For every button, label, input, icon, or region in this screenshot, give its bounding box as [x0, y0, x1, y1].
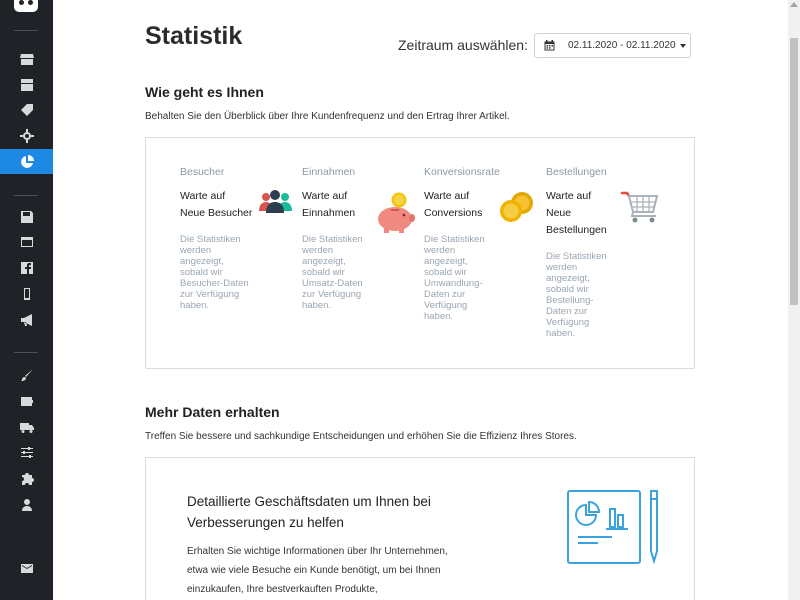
store-icon [20, 52, 34, 66]
sidebar-item-store[interactable] [0, 46, 53, 71]
stat-description: Die Statistiken werden angezeigt, sobald wir Umwandlung- Daten zur Verfügung haben. [424, 234, 485, 322]
stat-status: Warte auf Neue Bestellungen [546, 190, 607, 236]
sidebar-item-window[interactable] [0, 229, 53, 254]
date-range-select[interactable] [534, 33, 691, 58]
stat-status: Warte auf Conversions [424, 190, 483, 219]
sidebar-item-account[interactable] [0, 492, 53, 517]
sidebar-item-marketing[interactable] [0, 307, 53, 332]
user-icon [20, 498, 34, 512]
more-data-card [145, 457, 695, 600]
sidebar-item-tags[interactable] [0, 97, 53, 122]
visitors-icon [256, 190, 294, 216]
sidebar-item-save[interactable] [0, 204, 53, 229]
stat-visitors [180, 166, 298, 311]
inbox-icon [20, 78, 34, 92]
stat-status: Warte auf Neue Besucher [180, 190, 253, 219]
stat-status: Warte auf Einnahmen [302, 190, 356, 219]
stat-title: Einnahmen [302, 166, 356, 178]
section-title-overview: Wie geht es Ihnen [145, 84, 264, 100]
tag-icon [20, 103, 34, 117]
sidebar-item-statistics[interactable] [0, 149, 53, 174]
sidebar-item-design[interactable] [0, 362, 53, 387]
scrollbar[interactable] [788, 0, 800, 600]
card-title: Detaillierte Geschäftsdaten um Ihnen bei Verbesserungen zu helfen [187, 494, 431, 530]
stat-description: Die Statistiken werden angezeigt, sobald wir Besucher-Daten zur Verfügung haben. [180, 234, 249, 311]
stat-title: Besucher [180, 166, 225, 178]
sidebar-divider [14, 352, 38, 353]
sidebar-item-shipping[interactable] [0, 414, 53, 439]
section-title-more: Mehr Daten erhalten [145, 404, 280, 420]
mobile-icon [20, 287, 34, 301]
wallet-icon [20, 394, 34, 408]
sidebar-item-facebook[interactable] [0, 255, 53, 280]
save-icon [20, 210, 34, 224]
logo-icon[interactable] [14, 0, 38, 12]
range-label: Zeitraum auswählen: [398, 37, 528, 53]
truck-icon [20, 420, 34, 434]
report-chart-icon [566, 489, 662, 567]
section-subtitle-overview: Behalten Sie den Überblick über Ihre Kundenfrequenz und den Ertrag Ihrer Artikel. [145, 111, 510, 122]
stat-title: Konversionsrate [424, 166, 500, 178]
sidebar-item-payments[interactable] [0, 388, 53, 413]
sidebar-divider [14, 30, 38, 31]
browser-window-icon [20, 235, 34, 249]
calendar-icon [544, 40, 555, 51]
shopping-cart-icon [620, 190, 660, 224]
stat-description: Die Statistiken werden angezeigt, sobald wir Umsatz-Daten zur Verfügung haben. [302, 234, 363, 311]
sidebar-item-messages[interactable] [0, 555, 53, 580]
sidebar-item-inbox[interactable] [0, 72, 53, 97]
stats-card [145, 137, 695, 369]
scroll-up-icon[interactable] [790, 2, 798, 7]
section-subtitle-more: Treffen Sie bessere und sachkundige Entscheidungen und erhöhen Sie die Effizienz Ihres Stores. [145, 431, 577, 442]
sliders-icon [20, 446, 34, 460]
sidebar-item-apps[interactable] [0, 466, 53, 491]
chevron-down-icon [680, 44, 686, 48]
card-text: Erhalten Sie wichtige Informationen über Ihr Unternehmen, etwa wie viele Besuche ein Kunde benötigt, um bei Ihnen einzukaufen, Ihre bestverkauften Produkte, [187, 546, 448, 595]
stat-title: Bestellungen [546, 166, 607, 178]
facebook-icon [20, 261, 34, 275]
crosshair-icon [20, 129, 34, 143]
sidebar-divider [14, 195, 38, 196]
brush-icon [20, 368, 34, 382]
puzzle-icon [20, 472, 34, 486]
scroll-thumb[interactable] [790, 38, 798, 305]
stat-revenue [302, 166, 420, 311]
megaphone-icon [20, 313, 34, 327]
page-title: Statistik [145, 22, 243, 50]
sidebar-item-mobile[interactable] [0, 281, 53, 306]
pie-chart-icon [20, 155, 34, 169]
date-range-value: 02.11.2020 - 02.11.2020 [568, 40, 676, 51]
stat-description: Die Statistiken werden angezeigt, sobald wir Bestellung- Daten zur Verfügung haben. [546, 251, 607, 339]
sidebar-item-settings[interactable] [0, 440, 53, 465]
mail-icon [20, 561, 34, 575]
coins-icon [498, 190, 536, 224]
piggy-bank-icon [376, 192, 416, 234]
sidebar-item-target[interactable] [0, 123, 53, 148]
sidebar [0, 0, 53, 600]
